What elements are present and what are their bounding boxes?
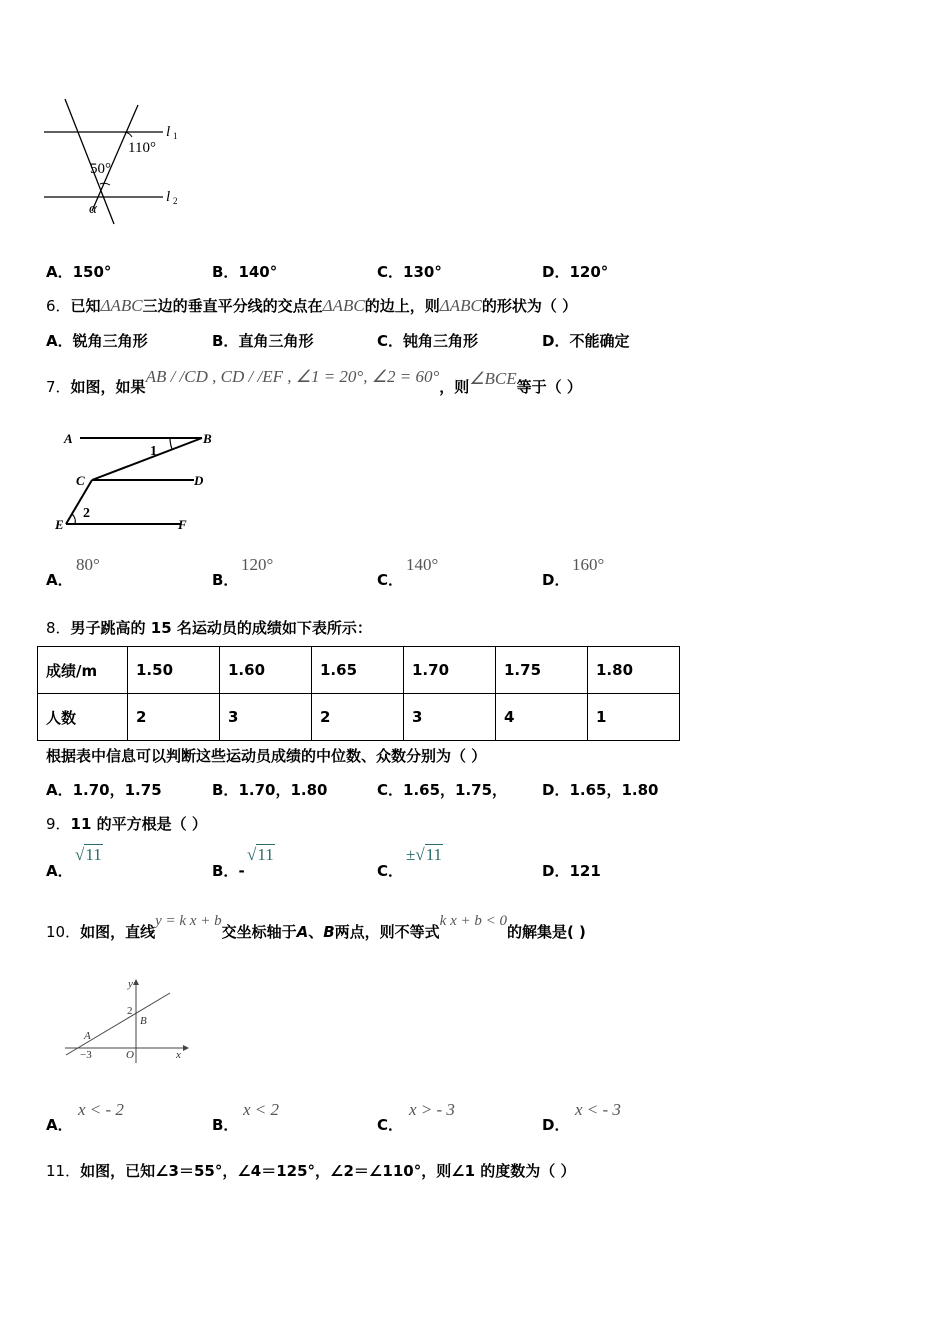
table-cell: 3	[220, 694, 312, 741]
q5-angle-50: 50°	[90, 161, 111, 177]
q9-option-b-value: √11	[247, 845, 274, 864]
q7-option-b-value: 120°	[241, 555, 274, 574]
q10-label-y: y	[128, 978, 133, 990]
q7-option-c: C．	[377, 571, 404, 589]
q10-label-a: A	[84, 1030, 91, 1042]
q9-option-a-value: √11	[75, 845, 102, 864]
table-cell: 3	[404, 694, 496, 741]
q5-option-c: C．130°	[377, 263, 442, 281]
table-cell: 1.70	[404, 647, 496, 694]
table-row	[38, 647, 680, 694]
q9-option-d: D．121	[542, 862, 601, 880]
table-cell: 2	[312, 694, 404, 741]
q10-coordinate-figure	[60, 975, 195, 1065]
q5-label-l2: l	[166, 189, 171, 205]
q7-label-a: A	[64, 431, 73, 446]
q7-label-b: B	[203, 431, 212, 446]
q7-label-2: 2	[83, 506, 90, 521]
table-cell: 1	[588, 694, 680, 741]
q5-option-d: D．120°	[542, 263, 609, 281]
table-cell: 1.60	[220, 647, 312, 694]
q10-option-c-value: x > - 3	[409, 1100, 455, 1119]
q8-question: 根据表中信息可以判断这些运动员成绩的中位数、众数分别为（ ）	[46, 747, 487, 765]
q5-angle-alpha: α	[89, 201, 97, 217]
q7-option-c-value: 140°	[406, 555, 439, 574]
q8-option-a: A．1.70，1.75	[46, 781, 162, 799]
q7-label-1: 1	[150, 444, 157, 459]
q7-option-d: D．	[542, 571, 570, 589]
q9-stem: 9．11 的平方根是（ ）	[46, 815, 207, 833]
q5-option-b: B．140°	[212, 263, 278, 281]
q5-label-l1-sub: 1	[173, 131, 178, 141]
q9-option-b: B．-	[212, 862, 245, 880]
q8-option-d: D．1.65，1.80	[542, 781, 659, 799]
table-cell: 成绩/m	[38, 647, 128, 694]
q7-option-a: A．	[46, 571, 73, 589]
q8-option-c: C．1.65，1.75，	[377, 781, 508, 799]
table-row	[38, 694, 680, 741]
q5-option-a: A．150°	[46, 263, 112, 281]
q7-figure	[52, 425, 227, 535]
q6-option-d: D．不能确定	[542, 332, 630, 350]
q10-label-x: x	[176, 1049, 181, 1061]
q10-option-b-value: x < 2	[243, 1100, 280, 1119]
table-cell: 1.80	[588, 647, 680, 694]
q7-stem: 7．如图，如果AB / /CD , CD / /EF , ∠1 = 20°, ∠2 = 60°，则∠BCE等于（ ）	[46, 367, 582, 396]
q9-option-c-value: ±√11	[406, 845, 443, 864]
q10-stem: 10．如图，直线y = k x + b交坐标轴于A、B两点，则不等式k x + b < 0的解集是( )	[46, 913, 586, 941]
q8-score-table	[37, 646, 680, 741]
q8-stem: 8．男子跳高的 15 名运动员的成绩如下表所示：	[46, 619, 372, 637]
q10-option-d-value: x < - 3	[575, 1100, 621, 1119]
table-cell: 1.75	[496, 647, 588, 694]
q5-angle-110: 110°	[128, 140, 156, 156]
q6-stem: 6．已知ΔABC三边的垂直平分线的交点在ΔABC的边上，则ΔABC的形状为（ ）	[46, 296, 578, 315]
q10-label-minus3: −3	[80, 1049, 92, 1061]
q10-option-a: A．	[46, 1116, 73, 1134]
table-cell: 人数	[38, 694, 128, 741]
q9-option-c: C．	[377, 862, 404, 880]
q5-figure	[40, 95, 190, 225]
q7-label-f: F	[178, 517, 187, 532]
q6-option-b: B．直角三角形	[212, 332, 314, 350]
q7-label-c: C	[76, 473, 85, 488]
q6-option-c: C．钝角三角形	[377, 332, 479, 350]
q8-option-b: B．1.70，1.80	[212, 781, 328, 799]
q10-option-d: D．	[542, 1116, 570, 1134]
q5-label-l2-sub: 2	[173, 196, 178, 206]
q6-option-a: A．锐角三角形	[46, 332, 148, 350]
q10-option-c: C．	[377, 1116, 404, 1134]
table-cell: 1.65	[312, 647, 404, 694]
q7-option-d-value: 160°	[572, 555, 605, 574]
q10-label-2: 2	[127, 1005, 133, 1017]
q11-stem: 11．如图，已知∠3＝55°，∠4＝125°，∠2＝∠110°，则∠1 的度数为（ ）	[46, 1162, 576, 1180]
q9-option-a: A．	[46, 862, 73, 880]
q7-label-e: E	[55, 517, 64, 532]
q10-option-b: B．	[212, 1116, 239, 1134]
q5-label-l1: l	[166, 124, 171, 140]
q7-option-a-value: 80°	[76, 555, 100, 574]
table-cell: 1.50	[128, 647, 220, 694]
table-cell: 4	[496, 694, 588, 741]
q7-option-b: B．	[212, 571, 239, 589]
q10-label-o: O	[126, 1049, 134, 1061]
q7-label-d: D	[194, 473, 204, 488]
q10-label-b: B	[140, 1015, 147, 1027]
q10-option-a-value: x < - 2	[78, 1100, 124, 1119]
table-cell: 2	[128, 694, 220, 741]
